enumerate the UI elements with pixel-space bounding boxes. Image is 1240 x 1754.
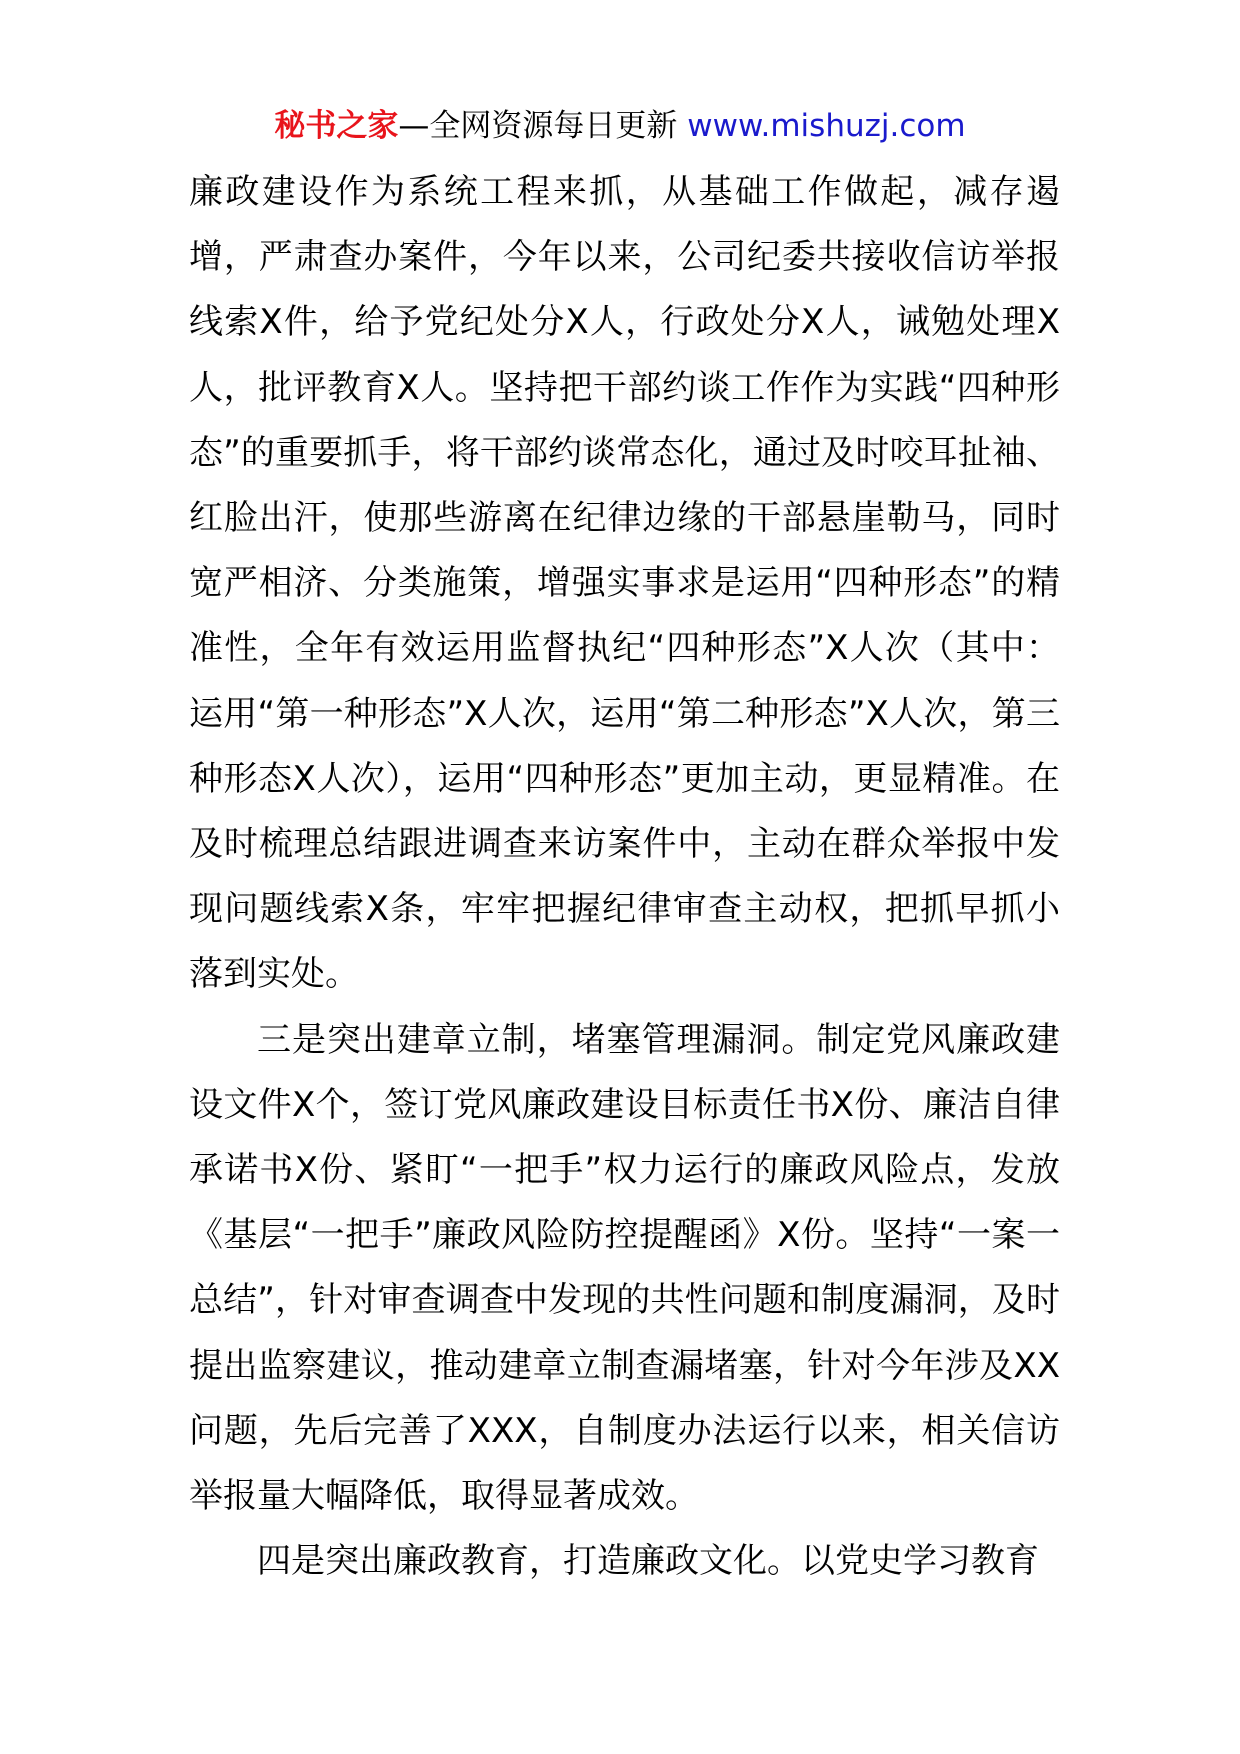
header-brand: 秘书之家 bbox=[274, 108, 399, 144]
document-body bbox=[189, 160, 1060, 1594]
header-tagline: —全网资源每日更新 bbox=[398, 108, 678, 144]
paragraph-point-four: 四是突出廉政教育，打造廉政文化。以党史学习教育 bbox=[257, 1541, 1039, 1582]
header-url-link[interactable]: www.mishuzj.com bbox=[687, 108, 966, 144]
page-header bbox=[0, 96, 1240, 156]
paragraph-continued: 廉政建设作为系统工程来抓，从基础工作做起，减存遏增，严肃查办案件，今年以来，公司纪委共接收信访举报线索X件，给予党纪处分X人，行政处分X人，诫勉处理X人，批评教育X人。坚持把干部约谈工作作为实践“四种形态”的重要抓手，将干部约谈常态化，通过及时咬耳扯袖、红脸出汗，使那些游离在纪律边缘的干部悬崖勒马，同时宽严相济、分类施策，增强实事求是运用“四种形态”的精准性，全年有效运用监督执纪“四种形态”X人次（其中：运用“第一种形态”X人次，运用“第二种形态”X人次，第三种形态X人次），运用“四种形态”更加主动，更显精准。在及时梳理总结跟进调查来访案件中，主动在群众举报中发现问题线索X条，牢牢把握纪律审查主动权，把抓早抓小落到实处。 bbox=[189, 172, 1060, 995]
paragraph-point-three: 三是突出建章立制，堵塞管理漏洞。制定党风廉政建设文件X个，签订党风廉政建设目标责任书X份、廉洁自律承诺书X份、紧盯“一把手”权力运行的廉政风险点，发放《基层“一把手”廉政风险防控提醒函》X份。坚持“一案一总结”，针对审查调查中发现的共性问题和制度漏洞，及时提出监察建议，推动建章立制查漏堵塞，针对今年涉及XX问题，先后完善了XXX，自制度办法运行以来，相关信访举报量大幅降低，取得显著成效。 bbox=[189, 1019, 1060, 1517]
